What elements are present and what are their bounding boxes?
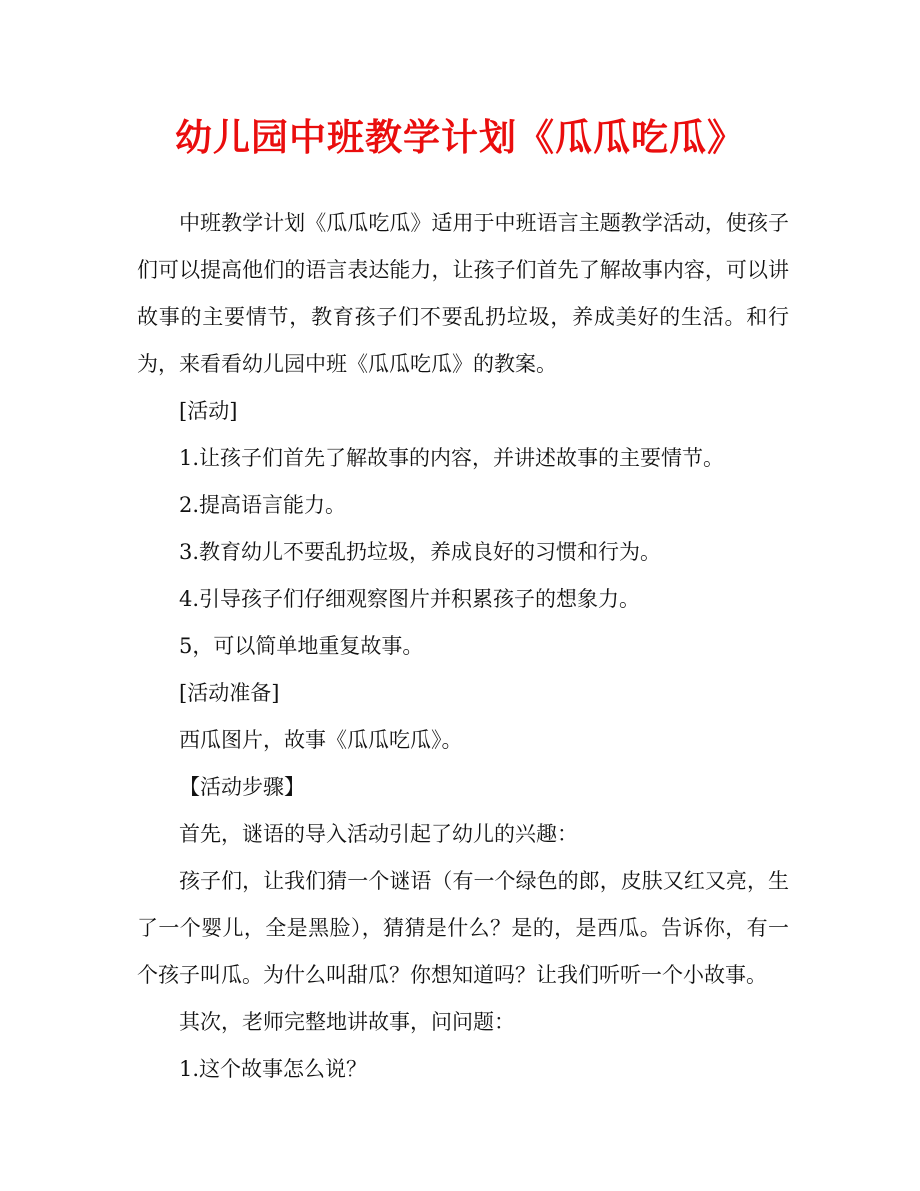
activity-goal-5: 5，可以简单地重复故事。 [179, 634, 424, 658]
activity-goal-1: 1.让孩子们首先了解故事的内容，并讲述故事的主要情节。 [179, 446, 725, 470]
riddle-paragraph: 孩子们，让我们猜一个谜语（有一个绿色的郎，皮肤又红又亮，生了一个婴儿，全是黑脸），猜猜是什么？是的，是西瓜。告诉你，有一个孩子叫瓜。为什么叫甜瓜？你想知道吗？让我们听听一个小故事。 [137, 869, 789, 987]
question-1-paragraph: 1.这个故事怎么说？ [179, 1057, 368, 1081]
section-heading-preparation: [活动准备] [179, 681, 280, 705]
preparation-paragraph: 西瓜图片，故事《瓜瓜吃瓜》。 [179, 728, 463, 752]
activity-goal-2: 2.提高语言能力。 [179, 493, 347, 517]
step-1-paragraph: 首先，谜语的导入活动引起了幼儿的兴趣： [179, 822, 578, 846]
activity-goal-3: 3.教育幼儿不要乱扔垃圾，养成良好的习惯和行为。 [179, 540, 662, 564]
document-body [137, 200, 789, 1093]
section-heading-steps: 【活动步骤】 [179, 775, 305, 799]
step-2-paragraph: 其次，老师完整地讲故事，问问题： [179, 1010, 515, 1034]
intro-paragraph: 中班教学计划《瓜瓜吃瓜》适用于中班语言主题教学活动，使孩子们可以提高他们的语言表达能力，让孩子们首先了解故事内容，可以讲故事的主要情节，教育孩子们不要乱扔垃圾，养成美好的生活。和行为，来看看幼儿园中班《瓜瓜吃瓜》的教案。 [137, 211, 789, 376]
section-heading-activity: [活动] [179, 399, 238, 423]
activity-goal-4: 4.引导孩子们仔细观察图片并积累孩子的想象力。 [179, 587, 641, 611]
document-title: 幼儿园中班教学计划《瓜瓜吃瓜》 [175, 116, 745, 159]
